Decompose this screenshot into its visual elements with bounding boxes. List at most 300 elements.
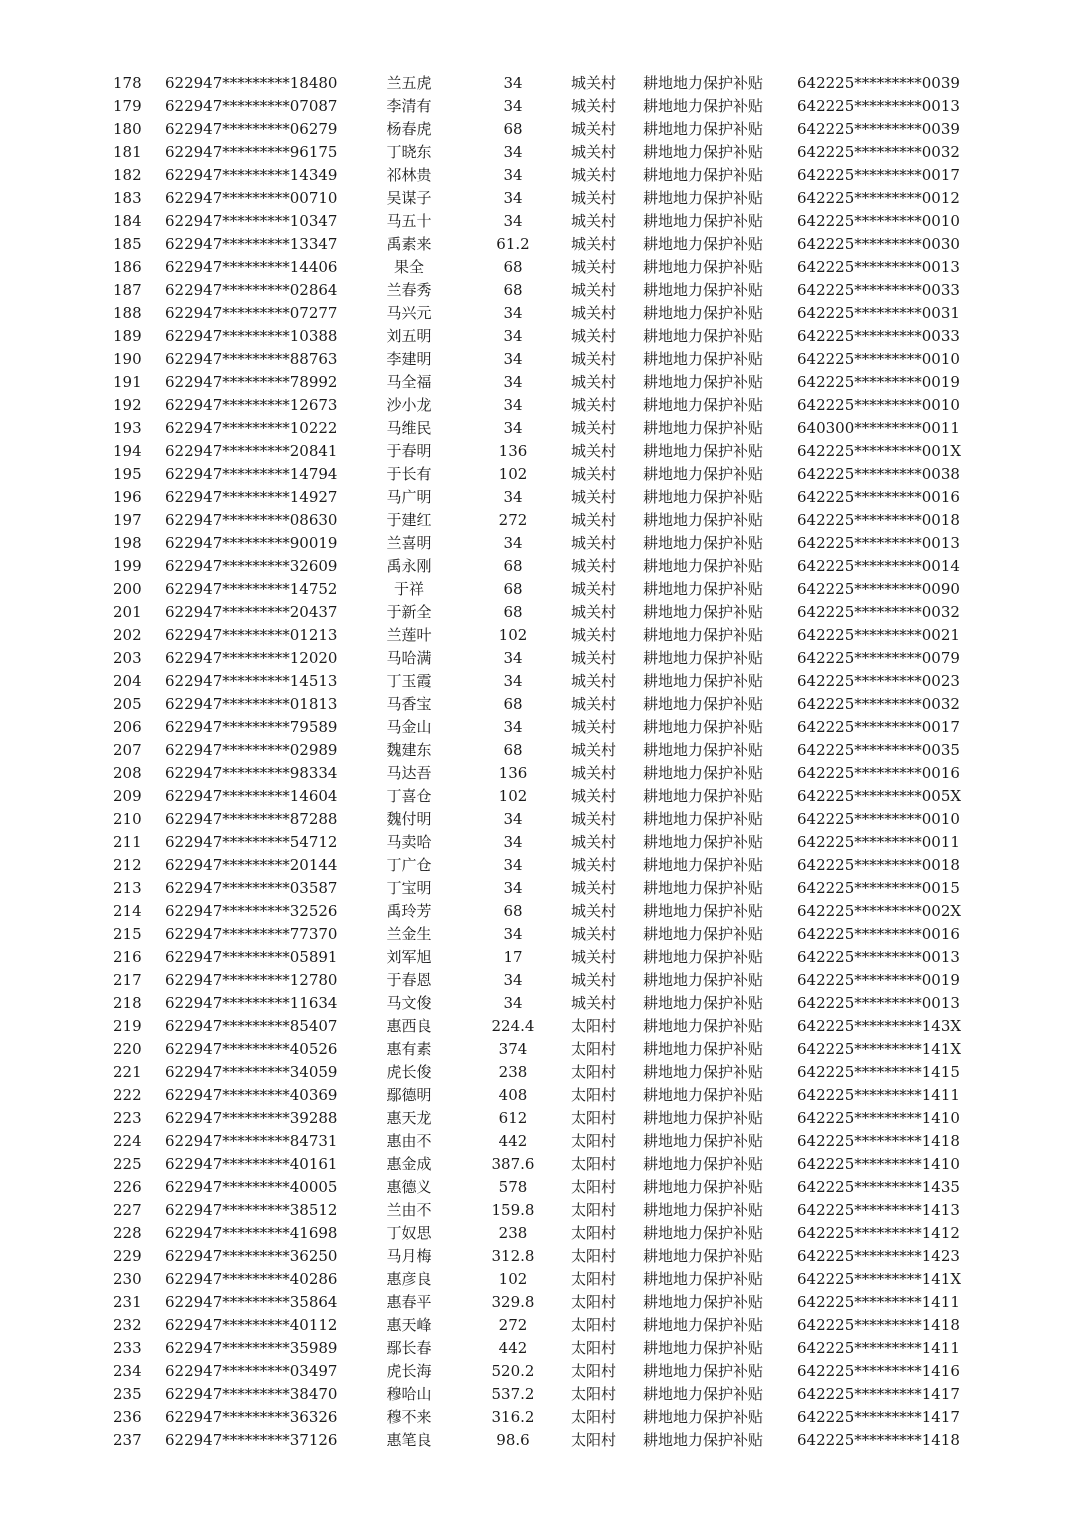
account-number: 622947*********12673 bbox=[165, 396, 338, 414]
person-name: 惠笔良 bbox=[386, 1431, 432, 1449]
subsidy-amount: 98.6 bbox=[496, 1431, 530, 1449]
subsidy-amount: 68 bbox=[503, 258, 523, 276]
village-name: 太阳村 bbox=[571, 1086, 617, 1104]
village-name: 城关村 bbox=[571, 350, 617, 368]
id-number: 642225*********0010 bbox=[797, 350, 960, 368]
row-number: 206 bbox=[113, 718, 142, 736]
subsidy-type: 耕地地力保护补贴 bbox=[643, 948, 764, 966]
person-name: 李清有 bbox=[386, 97, 432, 115]
account-number: 622947*********85407 bbox=[165, 1017, 338, 1035]
row-number: 199 bbox=[113, 557, 142, 575]
row-number: 187 bbox=[113, 281, 142, 299]
subsidy-amount: 68 bbox=[503, 902, 523, 920]
village-name: 城关村 bbox=[571, 166, 617, 184]
row-number: 203 bbox=[113, 649, 142, 667]
subsidy-type: 耕地地力保护补贴 bbox=[643, 856, 764, 874]
id-number: 642225*********0016 bbox=[797, 925, 960, 943]
subsidy-type: 耕地地力保护补贴 bbox=[643, 1086, 764, 1104]
table-row bbox=[0, 923, 1074, 946]
account-number: 622947*********88763 bbox=[165, 350, 338, 368]
subsidy-type: 耕地地力保护补贴 bbox=[643, 442, 764, 460]
id-number: 642225*********1413 bbox=[797, 1201, 960, 1219]
account-number: 622947*********38470 bbox=[165, 1385, 338, 1403]
account-number: 622947*********77370 bbox=[165, 925, 338, 943]
account-number: 622947*********06279 bbox=[165, 120, 338, 138]
account-number: 622947*********90019 bbox=[165, 534, 338, 552]
id-number: 642225*********0010 bbox=[797, 810, 960, 828]
subsidy-type: 耕地地力保护补贴 bbox=[643, 1431, 764, 1449]
subsidy-type: 耕地地力保护补贴 bbox=[643, 304, 764, 322]
subsidy-type: 耕地地力保护补贴 bbox=[643, 1109, 764, 1127]
id-number: 642225*********0032 bbox=[797, 603, 960, 621]
row-number: 195 bbox=[113, 465, 142, 483]
id-number: 642225*********1412 bbox=[797, 1224, 960, 1242]
account-number: 622947*********14604 bbox=[165, 787, 338, 805]
row-number: 233 bbox=[113, 1339, 142, 1357]
subsidy-amount: 61.2 bbox=[496, 235, 530, 253]
person-name: 马五十 bbox=[386, 212, 432, 230]
row-number: 178 bbox=[113, 74, 142, 92]
subsidy-amount: 34 bbox=[503, 396, 523, 414]
row-number: 237 bbox=[113, 1431, 142, 1449]
id-number: 642225*********1435 bbox=[797, 1178, 960, 1196]
person-name: 惠西良 bbox=[386, 1017, 432, 1035]
account-number: 622947*********35864 bbox=[165, 1293, 338, 1311]
id-number: 642225*********1416 bbox=[797, 1362, 960, 1380]
row-number: 196 bbox=[113, 488, 142, 506]
village-name: 太阳村 bbox=[571, 1385, 617, 1403]
row-number: 213 bbox=[113, 879, 142, 897]
account-number: 622947*********37126 bbox=[165, 1431, 338, 1449]
subsidy-amount: 34 bbox=[503, 994, 523, 1012]
subsidy-amount: 316.2 bbox=[491, 1408, 535, 1426]
table-row bbox=[0, 1153, 1074, 1176]
table-row bbox=[0, 256, 1074, 279]
person-name: 祁林贵 bbox=[386, 166, 432, 184]
table-row bbox=[0, 1406, 1074, 1429]
id-number: 642225*********0016 bbox=[797, 488, 960, 506]
account-number: 622947*********03587 bbox=[165, 879, 338, 897]
subsidy-amount: 102 bbox=[498, 626, 528, 644]
account-number: 622947*********01213 bbox=[165, 626, 338, 644]
subsidy-type: 耕地地力保护补贴 bbox=[643, 258, 764, 276]
subsidy-amount: 612 bbox=[498, 1109, 528, 1127]
village-name: 城关村 bbox=[571, 74, 617, 92]
account-number: 622947*********11634 bbox=[165, 994, 338, 1012]
table-row bbox=[0, 187, 1074, 210]
account-number: 622947*********10347 bbox=[165, 212, 338, 230]
id-number: 642225*********1411 bbox=[797, 1293, 960, 1311]
subsidy-type: 耕地地力保护补贴 bbox=[643, 465, 764, 483]
subsidy-amount: 312.8 bbox=[491, 1247, 535, 1265]
person-name: 吴谋子 bbox=[386, 189, 432, 207]
village-name: 太阳村 bbox=[571, 1362, 617, 1380]
account-number: 622947*********18480 bbox=[165, 74, 338, 92]
table-row bbox=[0, 279, 1074, 302]
row-number: 189 bbox=[113, 327, 142, 345]
village-name: 太阳村 bbox=[571, 1109, 617, 1127]
table-row bbox=[0, 394, 1074, 417]
village-name: 城关村 bbox=[571, 718, 617, 736]
table-row bbox=[0, 578, 1074, 601]
village-name: 城关村 bbox=[571, 327, 617, 345]
person-name: 马维民 bbox=[386, 419, 432, 437]
village-name: 城关村 bbox=[571, 925, 617, 943]
subsidy-type: 耕地地力保护补贴 bbox=[643, 373, 764, 391]
table-row bbox=[0, 1222, 1074, 1245]
village-name: 太阳村 bbox=[571, 1293, 617, 1311]
subsidy-type: 耕地地力保护补贴 bbox=[643, 925, 764, 943]
subsidy-type: 耕地地力保护补贴 bbox=[643, 1316, 764, 1334]
account-number: 622947*********84731 bbox=[165, 1132, 338, 1150]
subsidy-amount: 34 bbox=[503, 856, 523, 874]
id-number: 642225*********0017 bbox=[797, 718, 960, 736]
subsidy-type: 耕地地力保护补贴 bbox=[643, 396, 764, 414]
person-name: 禹永刚 bbox=[386, 557, 432, 575]
subsidy-type: 耕地地力保护补贴 bbox=[643, 97, 764, 115]
subsidy-amount: 34 bbox=[503, 350, 523, 368]
account-number: 622947*********14794 bbox=[165, 465, 338, 483]
account-number: 622947*********14406 bbox=[165, 258, 338, 276]
id-number: 642225*********005X bbox=[797, 787, 962, 805]
table-row bbox=[0, 1429, 1074, 1452]
subsidy-amount: 34 bbox=[503, 649, 523, 667]
account-number: 622947*********98334 bbox=[165, 764, 338, 782]
person-name: 丁宝明 bbox=[386, 879, 432, 897]
subsidy-amount: 442 bbox=[498, 1339, 528, 1357]
account-number: 622947*********40369 bbox=[165, 1086, 338, 1104]
village-name: 城关村 bbox=[571, 994, 617, 1012]
id-number: 642225*********1418 bbox=[797, 1316, 960, 1334]
row-number: 220 bbox=[113, 1040, 142, 1058]
subsidy-amount: 34 bbox=[503, 97, 523, 115]
subsidy-amount: 272 bbox=[498, 511, 528, 529]
subsidy-type: 耕地地力保护补贴 bbox=[643, 1293, 764, 1311]
table-row bbox=[0, 1176, 1074, 1199]
subsidy-amount: 102 bbox=[498, 1270, 528, 1288]
subsidy-type: 耕地地力保护补贴 bbox=[643, 212, 764, 230]
subsidy-type: 耕地地力保护补贴 bbox=[643, 833, 764, 851]
subsidy-amount: 68 bbox=[503, 281, 523, 299]
village-name: 城关村 bbox=[571, 281, 617, 299]
subsidy-amount: 224.4 bbox=[491, 1017, 535, 1035]
id-number: 642225*********1418 bbox=[797, 1132, 960, 1150]
subsidy-amount: 408 bbox=[498, 1086, 528, 1104]
subsidy-type: 耕地地力保护补贴 bbox=[643, 557, 764, 575]
id-number: 642225*********0010 bbox=[797, 212, 960, 230]
subsidy-type: 耕地地力保护补贴 bbox=[643, 741, 764, 759]
id-number: 642225*********0018 bbox=[797, 856, 960, 874]
subsidy-amount: 34 bbox=[503, 879, 523, 897]
account-number: 622947*********10388 bbox=[165, 327, 338, 345]
subsidy-type: 耕地地力保护补贴 bbox=[643, 971, 764, 989]
subsidy-amount: 238 bbox=[498, 1063, 528, 1081]
subsidy-type: 耕地地力保护补贴 bbox=[643, 879, 764, 897]
village-name: 城关村 bbox=[571, 488, 617, 506]
subsidy-type: 耕地地力保护补贴 bbox=[643, 281, 764, 299]
village-name: 城关村 bbox=[571, 189, 617, 207]
id-number: 642225*********1410 bbox=[797, 1155, 960, 1173]
village-name: 城关村 bbox=[571, 120, 617, 138]
row-number: 216 bbox=[113, 948, 142, 966]
table-row bbox=[0, 762, 1074, 785]
person-name: 李建明 bbox=[386, 350, 432, 368]
subsidy-amount: 272 bbox=[498, 1316, 528, 1334]
account-number: 622947*********36250 bbox=[165, 1247, 338, 1265]
table-row bbox=[0, 1360, 1074, 1383]
table-row bbox=[0, 1291, 1074, 1314]
person-name: 于春明 bbox=[386, 442, 432, 460]
person-name: 马达吾 bbox=[386, 764, 432, 782]
table-row bbox=[0, 624, 1074, 647]
account-number: 622947*********14513 bbox=[165, 672, 338, 690]
id-number: 642225*********0018 bbox=[797, 511, 960, 529]
subsidy-amount: 68 bbox=[503, 603, 523, 621]
subsidy-type: 耕地地力保护补贴 bbox=[643, 189, 764, 207]
person-name: 于春恩 bbox=[386, 971, 432, 989]
subsidy-type: 耕地地力保护补贴 bbox=[643, 327, 764, 345]
id-number: 642225*********0014 bbox=[797, 557, 960, 575]
subsidy-type: 耕地地力保护补贴 bbox=[643, 1362, 764, 1380]
row-number: 236 bbox=[113, 1408, 142, 1426]
id-number: 642225*********0019 bbox=[797, 373, 960, 391]
person-name: 魏建东 bbox=[386, 741, 432, 759]
table-row bbox=[0, 670, 1074, 693]
id-number: 642225*********0017 bbox=[797, 166, 960, 184]
subsidy-amount: 102 bbox=[498, 465, 528, 483]
village-name: 太阳村 bbox=[571, 1316, 617, 1334]
account-number: 622947*********78992 bbox=[165, 373, 338, 391]
subsidy-type: 耕地地力保护补贴 bbox=[643, 1201, 764, 1219]
row-number: 209 bbox=[113, 787, 142, 805]
id-number: 642225*********143X bbox=[797, 1017, 962, 1035]
row-number: 223 bbox=[113, 1109, 142, 1127]
account-number: 622947*********40526 bbox=[165, 1040, 338, 1058]
row-number: 182 bbox=[113, 166, 142, 184]
account-number: 622947*********14752 bbox=[165, 580, 338, 598]
account-number: 622947*********02989 bbox=[165, 741, 338, 759]
subsidy-type: 耕地地力保护补贴 bbox=[643, 902, 764, 920]
row-number: 180 bbox=[113, 120, 142, 138]
subsidy-amount: 68 bbox=[503, 557, 523, 575]
account-number: 622947*********20144 bbox=[165, 856, 338, 874]
subsidy-amount: 34 bbox=[503, 810, 523, 828]
id-number: 642225*********1418 bbox=[797, 1431, 960, 1449]
village-name: 城关村 bbox=[571, 396, 617, 414]
row-number: 219 bbox=[113, 1017, 142, 1035]
subsidy-amount: 520.2 bbox=[491, 1362, 535, 1380]
person-name: 穆哈山 bbox=[386, 1385, 432, 1403]
village-name: 太阳村 bbox=[571, 1132, 617, 1150]
person-name: 丁玉霞 bbox=[386, 672, 432, 690]
table-row bbox=[0, 302, 1074, 325]
person-name: 于建红 bbox=[386, 511, 432, 529]
person-name: 杨春虎 bbox=[386, 120, 432, 138]
subsidy-type: 耕地地力保护补贴 bbox=[643, 810, 764, 828]
person-name: 兰春秀 bbox=[386, 281, 432, 299]
village-name: 城关村 bbox=[571, 534, 617, 552]
person-name: 兰由不 bbox=[386, 1201, 432, 1219]
table-row bbox=[0, 210, 1074, 233]
person-name: 马广明 bbox=[386, 488, 432, 506]
row-number: 211 bbox=[113, 833, 142, 851]
table-row bbox=[0, 118, 1074, 141]
subsidy-type: 耕地地力保护补贴 bbox=[643, 534, 764, 552]
id-number: 642225*********0032 bbox=[797, 143, 960, 161]
table-row bbox=[0, 854, 1074, 877]
person-name: 惠天峰 bbox=[386, 1316, 432, 1334]
row-number: 201 bbox=[113, 603, 142, 621]
account-number: 622947*********02864 bbox=[165, 281, 338, 299]
subsidy-amount: 34 bbox=[503, 373, 523, 391]
subsidy-table bbox=[0, 72, 1074, 1452]
village-name: 太阳村 bbox=[571, 1178, 617, 1196]
village-name: 太阳村 bbox=[571, 1247, 617, 1265]
subsidy-type: 耕地地力保护补贴 bbox=[643, 1017, 764, 1035]
village-name: 城关村 bbox=[571, 810, 617, 828]
village-name: 太阳村 bbox=[571, 1431, 617, 1449]
table-row bbox=[0, 785, 1074, 808]
table-row bbox=[0, 693, 1074, 716]
row-number: 198 bbox=[113, 534, 142, 552]
village-name: 城关村 bbox=[571, 212, 617, 230]
subsidy-amount: 34 bbox=[503, 143, 523, 161]
row-number: 230 bbox=[113, 1270, 142, 1288]
row-number: 214 bbox=[113, 902, 142, 920]
subsidy-amount: 34 bbox=[503, 189, 523, 207]
row-number: 222 bbox=[113, 1086, 142, 1104]
subsidy-amount: 136 bbox=[498, 442, 528, 460]
village-name: 太阳村 bbox=[571, 1155, 617, 1173]
village-name: 城关村 bbox=[571, 419, 617, 437]
person-name: 惠彦良 bbox=[386, 1270, 432, 1288]
person-name: 于新全 bbox=[386, 603, 432, 621]
id-number: 642225*********0038 bbox=[797, 465, 960, 483]
row-number: 188 bbox=[113, 304, 142, 322]
person-name: 果全 bbox=[393, 258, 424, 276]
account-number: 622947*********38512 bbox=[165, 1201, 338, 1219]
subsidy-type: 耕地地力保护补贴 bbox=[643, 994, 764, 1012]
account-number: 622947*********14927 bbox=[165, 488, 338, 506]
id-number: 642225*********1417 bbox=[797, 1385, 960, 1403]
person-name: 兰金生 bbox=[386, 925, 432, 943]
person-name: 马文俊 bbox=[386, 994, 432, 1012]
account-number: 622947*********05891 bbox=[165, 948, 338, 966]
table-row bbox=[0, 417, 1074, 440]
table-row bbox=[0, 647, 1074, 670]
subsidy-amount: 68 bbox=[503, 695, 523, 713]
row-number: 197 bbox=[113, 511, 142, 529]
row-number: 221 bbox=[113, 1063, 142, 1081]
row-number: 181 bbox=[113, 143, 142, 161]
row-number: 217 bbox=[113, 971, 142, 989]
id-number: 640300*********0011 bbox=[797, 419, 960, 437]
subsidy-type: 耕地地力保护补贴 bbox=[643, 511, 764, 529]
id-number: 642225*********0035 bbox=[797, 741, 960, 759]
person-name: 虎长俊 bbox=[386, 1063, 432, 1081]
account-number: 622947*********07087 bbox=[165, 97, 338, 115]
row-number: 192 bbox=[113, 396, 142, 414]
village-name: 城关村 bbox=[571, 856, 617, 874]
person-name: 兰喜明 bbox=[386, 534, 432, 552]
subsidy-amount: 34 bbox=[503, 534, 523, 552]
table-row bbox=[0, 1337, 1074, 1360]
account-number: 622947*********07277 bbox=[165, 304, 338, 322]
id-number: 642225*********0016 bbox=[797, 764, 960, 782]
id-number: 642225*********0023 bbox=[797, 672, 960, 690]
table-row bbox=[0, 371, 1074, 394]
table-row bbox=[0, 555, 1074, 578]
subsidy-amount: 442 bbox=[498, 1132, 528, 1150]
table-row bbox=[0, 486, 1074, 509]
subsidy-amount: 34 bbox=[503, 718, 523, 736]
table-row bbox=[0, 1199, 1074, 1222]
id-number: 642225*********141X bbox=[797, 1270, 962, 1288]
person-name: 丁广仓 bbox=[386, 856, 432, 874]
table-row bbox=[0, 348, 1074, 371]
subsidy-type: 耕地地力保护补贴 bbox=[643, 1178, 764, 1196]
row-number: 184 bbox=[113, 212, 142, 230]
row-number: 210 bbox=[113, 810, 142, 828]
row-number: 186 bbox=[113, 258, 142, 276]
person-name: 马月梅 bbox=[386, 1247, 432, 1265]
id-number: 642225*********0011 bbox=[797, 833, 960, 851]
subsidy-type: 耕地地力保护补贴 bbox=[643, 626, 764, 644]
row-number: 185 bbox=[113, 235, 142, 253]
subsidy-amount: 537.2 bbox=[491, 1385, 535, 1403]
id-number: 642225*********0033 bbox=[797, 281, 960, 299]
person-name: 于祥 bbox=[393, 580, 424, 598]
subsidy-amount: 578 bbox=[498, 1178, 528, 1196]
account-number: 622947*********40286 bbox=[165, 1270, 338, 1288]
row-number: 226 bbox=[113, 1178, 142, 1196]
table-row bbox=[0, 1107, 1074, 1130]
village-name: 城关村 bbox=[571, 879, 617, 897]
id-number: 642225*********0010 bbox=[797, 396, 960, 414]
table-row bbox=[0, 992, 1074, 1015]
subsidy-amount: 68 bbox=[503, 580, 523, 598]
subsidy-type: 耕地地力保护补贴 bbox=[643, 787, 764, 805]
id-number: 642225*********0079 bbox=[797, 649, 960, 667]
table-row bbox=[0, 969, 1074, 992]
table-row bbox=[0, 463, 1074, 486]
table-row bbox=[0, 601, 1074, 624]
row-number: 215 bbox=[113, 925, 142, 943]
account-number: 622947*********10222 bbox=[165, 419, 338, 437]
table-row bbox=[0, 440, 1074, 463]
table-row bbox=[0, 831, 1074, 854]
account-number: 622947*********00710 bbox=[165, 189, 338, 207]
id-number: 642225*********1417 bbox=[797, 1408, 960, 1426]
row-number: 191 bbox=[113, 373, 142, 391]
village-name: 太阳村 bbox=[571, 1408, 617, 1426]
person-name: 惠天龙 bbox=[386, 1109, 432, 1127]
village-name: 城关村 bbox=[571, 672, 617, 690]
subsidy-type: 耕地地力保护补贴 bbox=[643, 764, 764, 782]
subsidy-type: 耕地地力保护补贴 bbox=[643, 1040, 764, 1058]
row-number: 193 bbox=[113, 419, 142, 437]
subsidy-type: 耕地地力保护补贴 bbox=[643, 1247, 764, 1265]
subsidy-amount: 374 bbox=[498, 1040, 528, 1058]
account-number: 622947*********36326 bbox=[165, 1408, 338, 1426]
subsidy-amount: 17 bbox=[503, 948, 523, 966]
row-number: 207 bbox=[113, 741, 142, 759]
row-number: 235 bbox=[113, 1385, 142, 1403]
account-number: 622947*********32526 bbox=[165, 902, 338, 920]
person-name: 惠有素 bbox=[386, 1040, 432, 1058]
subsidy-amount: 102 bbox=[498, 787, 528, 805]
subsidy-amount: 34 bbox=[503, 166, 523, 184]
